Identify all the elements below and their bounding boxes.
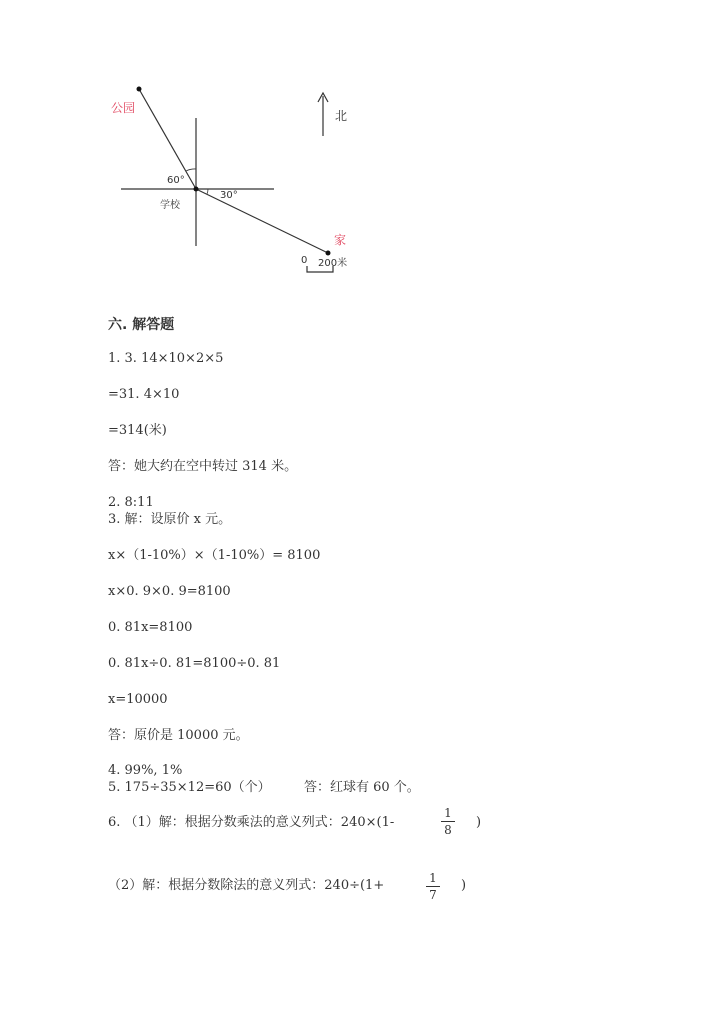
q6-part1-close: )	[476, 815, 482, 830]
q6-part2-expression: （2）解：根据分数除法的意义列式：240÷(1+	[108, 878, 385, 893]
q6-part1-numerator: 1	[444, 806, 452, 820]
q3-answer: 答：原价是 10000 元。	[108, 728, 249, 743]
q3-line5: 0. 81x÷0. 81=8100÷0. 81	[108, 656, 281, 671]
q6-part2-close: )	[461, 878, 467, 893]
angle-label-60: 60°	[167, 175, 185, 186]
path-school-to-home	[196, 189, 328, 253]
direction-diagram	[0, 0, 720, 300]
q5-answer: 答：红球有 60 个。	[304, 780, 420, 795]
q6-part1-expression: 6. （1）解：根据分数乘法的意义列式：240×(1-	[108, 815, 395, 830]
scale-distance-label: 200米	[318, 258, 348, 269]
q5-calc: 5. 175÷35×12=60（个）	[108, 780, 271, 795]
q6-part2-numerator: 1	[429, 871, 437, 885]
park-label: 公园	[111, 101, 136, 115]
q3-line4: 0. 81x=8100	[108, 620, 193, 635]
q4-line1: 4. 99%, 1%	[108, 763, 183, 778]
home-label: 家	[334, 233, 347, 247]
q1-line2: =31. 4×10	[108, 387, 180, 402]
q6-part1-fraction	[441, 806, 455, 837]
q6-part2-denominator: 7	[429, 888, 437, 902]
scale-zero-label: 0	[301, 255, 308, 266]
q1-line3: =314(米)	[108, 423, 167, 438]
path-school-to-park	[139, 89, 196, 189]
q3-line3: x×0. 9×0. 9=8100	[108, 584, 231, 599]
q1-answer: 答：她大约在空中转过 314 米。	[108, 459, 298, 474]
north-label: 北	[335, 109, 348, 123]
q6-part2-fraction	[426, 871, 440, 902]
park-point	[137, 87, 142, 92]
section-title: 六. 解答题	[108, 317, 175, 333]
school-point	[194, 187, 199, 192]
q6-part1-denominator: 8	[444, 823, 452, 837]
angle-arc-30	[207, 189, 208, 194]
q3-line2: x×（1-10%）×（1-10%）= 8100	[108, 548, 321, 563]
q2-line1: 2. 8:11	[108, 495, 154, 510]
q3-line1: 3. 解：设原价 x 元。	[108, 512, 232, 527]
angle-label-30: 30°	[220, 190, 238, 201]
angle-arc-60	[186, 169, 196, 171]
q3-line6: x=10000	[108, 692, 168, 707]
school-label: 学校	[160, 200, 180, 211]
q1-line1: 1. 3. 14×10×2×5	[108, 351, 224, 366]
